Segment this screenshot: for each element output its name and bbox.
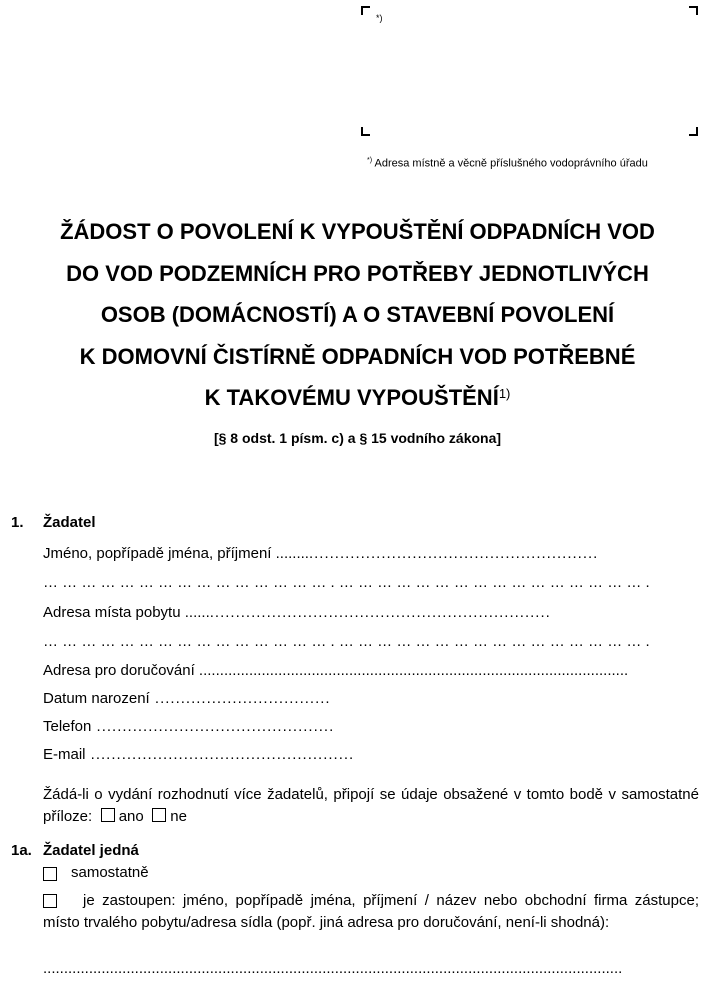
birth-date-field[interactable] bbox=[43, 690, 413, 707]
option-no-label: ne bbox=[170, 808, 187, 825]
name-continuation-line[interactable]: … … … … … … … … … … … … … … … . … … … … … … … … … … … … … … … … . bbox=[43, 574, 650, 591]
name-dots: ........................................................ bbox=[308, 545, 599, 562]
title-line-5-text: K TAKOVÉMU VYPOUŠTĚNÍ bbox=[204, 385, 499, 410]
delivery-label: Adresa pro doručování bbox=[43, 662, 195, 679]
section1a-heading: Žadatel jedná bbox=[43, 842, 139, 859]
address-footnote bbox=[367, 157, 648, 170]
title-line-1: ŽÁDOST O POVOLENÍ K VYPOUŠTĚNÍ ODPADNÍCH VOD bbox=[60, 219, 655, 244]
section1a-number: 1a. bbox=[11, 842, 32, 859]
address-box-corner-top-left bbox=[361, 6, 370, 15]
section1-number: 1. bbox=[11, 514, 24, 531]
email-dots: ................................................... bbox=[85, 746, 355, 763]
title-line-5 bbox=[0, 377, 715, 419]
option-alone-label: samostatně bbox=[71, 864, 149, 881]
birth-date-dots: .................................. bbox=[149, 690, 331, 707]
delivery-dots: ....................................................................................................... bbox=[194, 662, 629, 679]
address-box-marker: *) bbox=[376, 13, 383, 23]
multi-applicants-text: Žádá-li o vydání rozhodnutí více žadatelů, připojí se údaje obsažené v tomto bodě v samostatné příloze: bbox=[43, 786, 699, 825]
phone-field[interactable] bbox=[43, 718, 413, 735]
address-box-corner-bottom-right bbox=[689, 127, 698, 136]
section1-heading: Žadatel bbox=[43, 514, 96, 531]
option-yes-label: ano bbox=[118, 808, 144, 825]
name-field[interactable] bbox=[43, 545, 699, 562]
residence-dots: .................................................................. bbox=[209, 604, 551, 621]
address-footnote-text: Adresa místně a věcně příslušného vodoprávního úřadu bbox=[374, 157, 648, 170]
title-footnote-ref: 1) bbox=[498, 386, 511, 401]
address-box-corner-bottom-left bbox=[361, 127, 370, 136]
representative-details-line[interactable]: ........................................................................................................................................... bbox=[43, 960, 623, 977]
email-label: E-mail bbox=[43, 746, 86, 763]
name-label: Jméno, popřípadě jména, příjmení ........ bbox=[43, 545, 309, 562]
title-line-2: DO VOD PODZEMNÍCH PRO POTŘEBY JEDNOTLIVÝCH bbox=[66, 260, 649, 286]
title-line-4: K DOMOVNÍ ČISTÍRNĚ ODPADNÍCH VOD POTŘEBNÉ bbox=[79, 343, 636, 369]
document-subtitle: [§ 8 odst. 1 písm. c) a § 15 vodního zákona] bbox=[213, 430, 502, 446]
checkbox-alone[interactable] bbox=[43, 867, 57, 881]
phone-dots: .............................................. bbox=[91, 718, 335, 735]
delivery-address-field[interactable] bbox=[43, 662, 699, 679]
email-field[interactable] bbox=[43, 746, 413, 763]
title-line-3: OSOB (DOMÁCNOSTÍ) A O STAVEBNÍ POVOLENÍ bbox=[100, 302, 615, 327]
document-title bbox=[0, 211, 715, 419]
checkbox-no[interactable] bbox=[152, 808, 166, 822]
address-box-corner-top-right bbox=[689, 6, 698, 15]
checkbox-yes[interactable] bbox=[101, 808, 115, 822]
residence-field[interactable] bbox=[43, 604, 699, 621]
residence-label: Adresa místa pobytu ...... bbox=[43, 604, 210, 621]
residence-continuation-line[interactable]: … … … … … … … … … … … … … … … . … … … … … … … … … … … … … … … … . bbox=[43, 633, 650, 650]
address-footnote-marker: *) bbox=[367, 157, 373, 164]
birth-date-label: Datum narození bbox=[43, 690, 150, 707]
multi-applicants-note bbox=[43, 784, 699, 828]
phone-label: Telefon bbox=[43, 718, 92, 735]
option-represented-label: je zastoupen: jméno, popřípadě jména, příjmení / název nebo obchodní firma zástupce; místo trvalého pobytu/adresa sídla (popř. jiná adresa pro doručování, není-li shodná): bbox=[43, 892, 699, 931]
